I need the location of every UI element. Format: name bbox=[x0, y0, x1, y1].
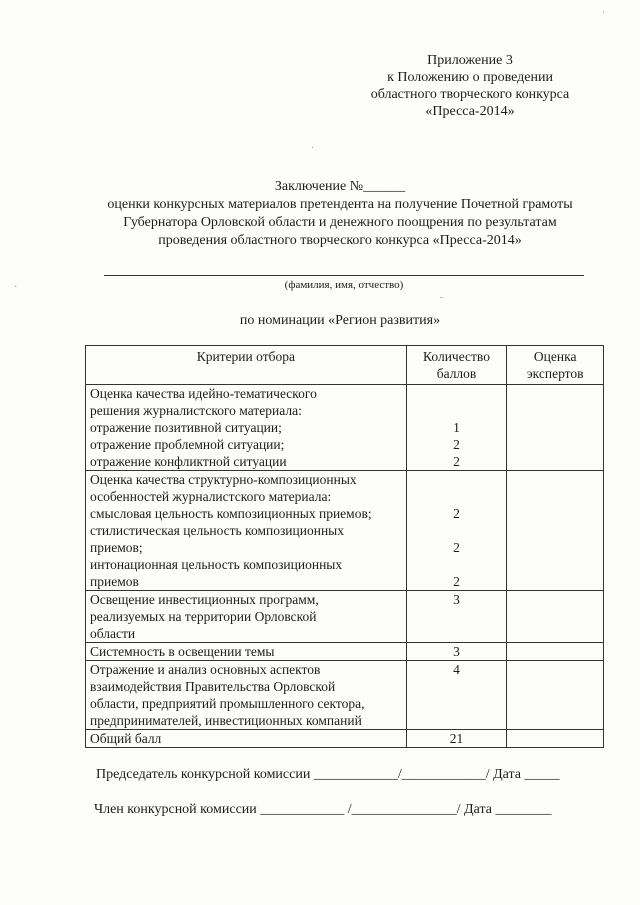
total-points-cell bbox=[406, 730, 507, 748]
expert-score-cell[interactable] bbox=[507, 385, 604, 471]
criteria-text: отражение проблемной ситуации; bbox=[90, 437, 285, 452]
table-row bbox=[86, 661, 604, 730]
points-value: 2 bbox=[453, 540, 460, 555]
header-expert-line-1: Оценка bbox=[533, 349, 577, 364]
points-value: 2 bbox=[453, 574, 460, 589]
header-points-line-1: Количество bbox=[423, 349, 490, 364]
points-cell bbox=[406, 471, 507, 591]
points-value: 2 bbox=[453, 437, 460, 452]
points-value: 1 bbox=[453, 420, 460, 435]
header-expert bbox=[507, 346, 604, 385]
criteria-text: особенностей журналистского материала: bbox=[90, 489, 332, 504]
total-points-value: 21 bbox=[449, 731, 464, 746]
scan-speck: · bbox=[14, 282, 18, 293]
points-value: 3 bbox=[453, 592, 460, 607]
header-criteria bbox=[86, 346, 407, 385]
criteria-text: интонационная цельность композиционных bbox=[90, 557, 343, 572]
points-value: 4 bbox=[453, 662, 460, 677]
scan-speck: - bbox=[440, 292, 444, 303]
criteria-text: стилистическая цельность композиционных bbox=[90, 523, 344, 538]
header-points bbox=[406, 346, 507, 385]
criteria-text: приемов bbox=[90, 574, 139, 589]
points-value: 3 bbox=[453, 644, 460, 659]
table-row bbox=[86, 471, 604, 591]
member-signature-line: Член конкурсной комиссии ____________ /_______________/ Дата ________ bbox=[94, 802, 552, 817]
criteria-text: Отражение и анализ основных аспектов bbox=[90, 662, 321, 677]
criteria-cell bbox=[86, 471, 407, 591]
name-fill-line bbox=[104, 275, 584, 276]
table-row-total bbox=[86, 730, 604, 748]
points-cell bbox=[406, 591, 507, 643]
appendix-contest: областного творческого конкурса bbox=[370, 87, 570, 102]
criteria-table bbox=[85, 345, 604, 748]
criteria-text: решения журналистского материала: bbox=[90, 403, 302, 418]
header-criteria-label: Критерии отбора bbox=[196, 349, 295, 364]
criteria-text: области, предприятий промышленного сектора, bbox=[90, 696, 365, 711]
criteria-text: Оценка качества идейно-тематического bbox=[90, 386, 317, 401]
table-row bbox=[86, 643, 604, 661]
criteria-text: Системность в освещении темы bbox=[90, 644, 275, 659]
conclusion-line-2: Губернатора Орловской области и денежного поощрения по результатам bbox=[123, 215, 557, 230]
points-cell bbox=[406, 661, 507, 730]
table-header-row bbox=[86, 346, 604, 385]
conclusion-line-3: проведения областного творческого конкурса «Пресса-2014» bbox=[158, 233, 522, 248]
nomination-title: по номинации «Регион развития» bbox=[239, 313, 441, 328]
appendix-contest-name: «Пресса-2014» bbox=[425, 104, 515, 119]
expert-total-cell[interactable] bbox=[507, 730, 604, 748]
conclusion-heading bbox=[40, 178, 640, 250]
header-points-line-2: баллов bbox=[436, 366, 477, 381]
criteria-text: отражение позитивной ситуации; bbox=[90, 420, 282, 435]
chairman-signature-line: Председатель конкурсной комиссии ____________/____________/ Дата _____ bbox=[96, 767, 560, 782]
criteria-cell bbox=[86, 591, 407, 643]
expert-score-cell[interactable] bbox=[507, 661, 604, 730]
criteria-cell bbox=[86, 661, 407, 730]
scan-speck: · bbox=[311, 143, 315, 154]
criteria-text: взаимодействия Правительства Орловской bbox=[90, 679, 336, 694]
appendix-reference: к Положению о проведении bbox=[387, 70, 553, 85]
conclusion-title: Заключение №______ bbox=[274, 179, 406, 194]
expert-score-cell[interactable] bbox=[507, 591, 604, 643]
criteria-cell bbox=[86, 643, 407, 661]
points-cell bbox=[406, 385, 507, 471]
appendix-number: Приложение 3 bbox=[427, 53, 513, 68]
criteria-text: отражение конфликтной ситуации bbox=[90, 454, 287, 469]
appendix-header bbox=[340, 52, 600, 120]
criteria-cell bbox=[86, 385, 407, 471]
criteria-text: предпринимателей, инвестиционных компаний bbox=[90, 713, 362, 728]
expert-score-cell[interactable] bbox=[507, 471, 604, 591]
total-label: Общий балл bbox=[90, 731, 162, 746]
criteria-text: реализуемых на территории Орловской bbox=[90, 609, 317, 624]
points-value: 2 bbox=[453, 454, 460, 469]
table-row bbox=[86, 385, 604, 471]
points-value: 2 bbox=[453, 506, 460, 521]
points-cell bbox=[406, 643, 507, 661]
criteria-text: Оценка качества структурно-композиционных bbox=[90, 472, 357, 487]
name-caption: (фамилия, имя, отчество) bbox=[284, 279, 404, 291]
header-expert-line-2: экспертов bbox=[526, 366, 584, 381]
criteria-text: приемов; bbox=[90, 540, 143, 555]
criteria-text: Освещение инвестиционных программ, bbox=[90, 592, 319, 607]
table-row bbox=[86, 591, 604, 643]
expert-score-cell[interactable] bbox=[507, 643, 604, 661]
criteria-text: смысловая цельность композиционных приемов; bbox=[90, 506, 372, 521]
conclusion-line-1: оценки конкурсных материалов претендента на получение Почетной грамоты bbox=[107, 197, 573, 212]
scan-speck: · bbox=[602, 8, 606, 19]
total-label-cell bbox=[86, 730, 407, 748]
criteria-text: области bbox=[90, 626, 136, 641]
